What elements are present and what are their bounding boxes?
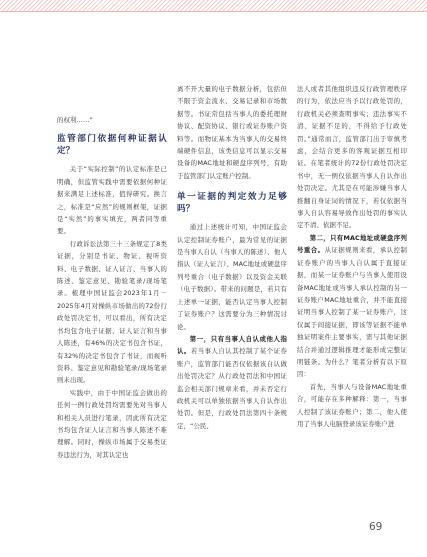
section-heading-1: 监管部门依据何种证据认定？: [57, 134, 167, 156]
subsection-title-1: 第一，只有当事人自认或他人指认。: [177, 334, 287, 356]
col1-paragraph: 行政诉讼法第三十三条规定了8类证据，分别是书证、物证、视听资料、电子数据、证人证言、当事人的陈述、鉴定意见、勘验笔录/现场笔录。梳理中国证监会2023年1月－2025年4月对操纵市场做出的72份行政处罚决定书，可以看出，所有决定书均包含电子证据、证人证言和当事人陈述，有46%的决定书包含书证，有32%的决定书包含了书证，而视听资料、鉴定意见和勘验笔录/现场笔录则未出现。: [57, 239, 167, 385]
col1-top-line: 的权利……”: [57, 116, 93, 124]
col3-subsection: [297, 232, 407, 381]
subsection-title-2: 第二，只有MAC地址或硬盘序列号重合。: [297, 233, 407, 255]
col1-paragraph: 关于“实际控制”的认定标准是已明确，但监管实践中需要依据何种证据来满足上述标准，值得研究。换言之，标准是“应然”的规则框架，证据是“实然”的事实填充，两者同等重要。: [57, 165, 167, 236]
col3-paragraph: 首先，当事人与设备MAC地址重合，可能存在多种解释：第一，当事人控制了该证券账户；第二，他人使用了当事人电脑登录该证券账户进: [297, 382, 407, 428]
col2-paragraph: 通过上述统计可知，中国证监会认定控制证券账户，最为常见的证据是当事人自认（当事人的陈述）、他人指认（证人证言）、MAC地址或硬盘序列号重合（电子数据）以及资金关联（电子数据）。带来的问题是，若只有上述单一证据，能否认定当事人控制了证券账户？这需要分为三种情况讨论。: [177, 223, 287, 331]
top-decorative-band: [0, 0, 427, 11]
col2-paragraph: 离不开大量的电子数据分析，包括但不限于资金流水、交易记录和市场数据等。书证常包括当事人的委托理财协议、配资协议、银行或证券账户资料等。而物证基本为当事人的交易终端硬件信息，该类信息可以显示交易设备的MAC地址和硬盘序列号，有助于监管部门认定账户控制。: [177, 85, 287, 180]
column-3: [297, 83, 407, 430]
page-number: 69: [369, 521, 383, 533]
col3-paragraph: 法人或者其他组织违反行政管理秩序的行为，依法应当予以行政处罚的，行政机关必须查明事实；违法事实不清、证据不足的，不得给予行政处罚。”通常而言，监管部门出于审慎考虑，会结合更多的客观证据互相印证。在笔者统计的72份行政处罚决定书中，无一例仅依据当事人自认作出处罚决定。尤其是在可能涉嫌当事人推翻自身证词的情况下，若仅依据当事人自认容易导致作出处罚的事实认定不清、依据不足。: [297, 85, 407, 230]
column-1: [57, 114, 167, 461]
top-rule: [0, 11, 427, 12]
column-2: [177, 83, 287, 432]
col1-paragraph: 实践中，由于中国证监会做出的任何一例行政处罚均需要先对当事人和相关人员进行笔录，因此所有决定书均包含证人证言和当事人陈述不难理解。同时，操纵市场属于交易类证券违法行为，对其认定也: [57, 388, 167, 459]
section-heading-2: 单一证据的判定效力足够吗？: [177, 192, 287, 214]
subsection-text-2: 从证据规则来看，承认控制证券账户的当事人自认属于直接证据，而某一证券账户与当事人使用设备MAC地址或当事人承认控制的另一证券账户MAC地址重合，并不能直接证明当事人控制了某一证券账户，这仅属于间接证据，即该等证据不能单独证明案件主要事实，需与其他证据结合并通过逻辑推理才能形成完整证明链条。为什么？笔者分析有以下原因：: [297, 246, 407, 379]
subsection-text-1: 若当事人自认其控制了某个证券账户，监管部门能否仅依据该自认做出处罚决定？从行政处罚法和中国证监会相关部门规章来看，并未否定行政机关可以单独依据当事人自认作出处罚。但是，行政处罚法第四十条规定，“公民、: [177, 347, 288, 430]
col2-subsection: [177, 333, 287, 432]
